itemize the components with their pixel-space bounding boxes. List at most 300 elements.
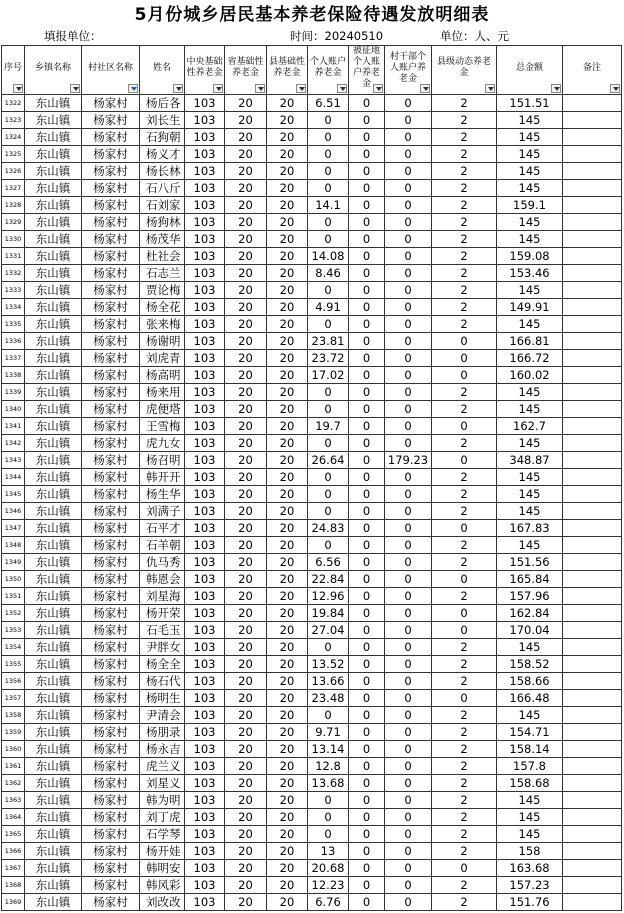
- cell-central[interactable]: 103: [185, 605, 225, 622]
- cell-province[interactable]: 20: [225, 248, 267, 265]
- cell-dynamic[interactable]: 2: [432, 724, 497, 741]
- cell-land[interactable]: 0: [349, 214, 385, 231]
- cell-name[interactable]: 杨谢明: [140, 333, 185, 350]
- cell-province[interactable]: 20: [225, 571, 267, 588]
- cell-village[interactable]: 杨家村: [82, 486, 140, 503]
- cell-dynamic[interactable]: 0: [432, 350, 497, 367]
- cell-name[interactable]: 韩明安: [140, 860, 185, 877]
- cell-personal[interactable]: 13.14: [308, 741, 349, 758]
- cell-personal[interactable]: 12.96: [308, 588, 349, 605]
- cell-county[interactable]: 20: [267, 503, 308, 520]
- cell-village[interactable]: 杨家村: [82, 860, 140, 877]
- cell-cadre[interactable]: 0: [385, 333, 432, 350]
- cell-land[interactable]: 0: [349, 231, 385, 248]
- cell-cadre[interactable]: 0: [385, 469, 432, 486]
- cell-town[interactable]: 东山镇: [25, 571, 82, 588]
- cell-cadre[interactable]: 0: [385, 826, 432, 843]
- cell-land[interactable]: 0: [349, 401, 385, 418]
- cell-note[interactable]: [563, 690, 622, 707]
- cell-seq[interactable]: 1360: [2, 741, 25, 758]
- cell-province[interactable]: 20: [225, 520, 267, 537]
- cell-dynamic[interactable]: 0: [432, 605, 497, 622]
- cell-village[interactable]: 杨家村: [82, 826, 140, 843]
- cell-central[interactable]: 103: [185, 452, 225, 469]
- cell-land[interactable]: 0: [349, 622, 385, 639]
- cell-village[interactable]: 杨家村: [82, 622, 140, 639]
- cell-personal[interactable]: 20.68: [308, 860, 349, 877]
- cell-note[interactable]: [563, 333, 622, 350]
- cell-total[interactable]: 167.83: [497, 520, 563, 537]
- cell-total[interactable]: 151.76: [497, 894, 563, 911]
- cell-seq[interactable]: 1365: [2, 826, 25, 843]
- cell-province[interactable]: 20: [225, 486, 267, 503]
- cell-cadre[interactable]: 0: [385, 282, 432, 299]
- cell-town[interactable]: 东山镇: [25, 112, 82, 129]
- cell-personal[interactable]: 0: [308, 146, 349, 163]
- cell-dynamic[interactable]: 2: [432, 265, 497, 282]
- cell-village[interactable]: 杨家村: [82, 639, 140, 656]
- cell-village[interactable]: 杨家村: [82, 520, 140, 537]
- cell-dynamic[interactable]: 2: [432, 316, 497, 333]
- cell-province[interactable]: 20: [225, 163, 267, 180]
- cell-seq[interactable]: 1331: [2, 248, 25, 265]
- cell-total[interactable]: 162.7: [497, 418, 563, 435]
- cell-personal[interactable]: 0: [308, 163, 349, 180]
- cell-county[interactable]: 20: [267, 163, 308, 180]
- cell-name[interactable]: 尹胖女: [140, 639, 185, 656]
- cell-province[interactable]: 20: [225, 503, 267, 520]
- cell-cadre[interactable]: 0: [385, 554, 432, 571]
- cell-central[interactable]: 103: [185, 180, 225, 197]
- cell-total[interactable]: 145: [497, 469, 563, 486]
- cell-province[interactable]: 20: [225, 860, 267, 877]
- cell-land[interactable]: 0: [349, 860, 385, 877]
- cell-personal[interactable]: 13.66: [308, 673, 349, 690]
- cell-seq[interactable]: 1356: [2, 673, 25, 690]
- cell-cadre[interactable]: 0: [385, 367, 432, 384]
- cell-total[interactable]: 145: [497, 146, 563, 163]
- cell-seq[interactable]: 1334: [2, 299, 25, 316]
- cell-total[interactable]: 348.87: [497, 452, 563, 469]
- cell-personal[interactable]: 0: [308, 435, 349, 452]
- cell-total[interactable]: 162.84: [497, 605, 563, 622]
- cell-note[interactable]: [563, 248, 622, 265]
- cell-dynamic[interactable]: 2: [432, 146, 497, 163]
- cell-cadre[interactable]: 0: [385, 129, 432, 146]
- cell-name[interactable]: 杨永吉: [140, 741, 185, 758]
- cell-total[interactable]: 166.72: [497, 350, 563, 367]
- cell-total[interactable]: 158.68: [497, 775, 563, 792]
- cell-cadre[interactable]: 0: [385, 622, 432, 639]
- cell-name[interactable]: 杜社会: [140, 248, 185, 265]
- cell-county[interactable]: 20: [267, 401, 308, 418]
- cell-cadre[interactable]: 0: [385, 146, 432, 163]
- cell-village[interactable]: 杨家村: [82, 537, 140, 554]
- cell-village[interactable]: 杨家村: [82, 877, 140, 894]
- cell-land[interactable]: 0: [349, 197, 385, 214]
- cell-total[interactable]: 151.51: [497, 95, 563, 112]
- cell-dynamic[interactable]: 2: [432, 894, 497, 911]
- cell-province[interactable]: 20: [225, 843, 267, 860]
- cell-note[interactable]: [563, 571, 622, 588]
- cell-note[interactable]: [563, 554, 622, 571]
- cell-seq[interactable]: 1346: [2, 503, 25, 520]
- cell-central[interactable]: 103: [185, 299, 225, 316]
- cell-name[interactable]: 虎兰义: [140, 758, 185, 775]
- cell-land[interactable]: 0: [349, 452, 385, 469]
- cell-town[interactable]: 东山镇: [25, 214, 82, 231]
- cell-village[interactable]: 杨家村: [82, 571, 140, 588]
- cell-total[interactable]: 158.52: [497, 656, 563, 673]
- filter-dropdown-icon[interactable]: [420, 84, 430, 93]
- cell-county[interactable]: 20: [267, 673, 308, 690]
- cell-note[interactable]: [563, 282, 622, 299]
- cell-land[interactable]: 0: [349, 146, 385, 163]
- cell-dynamic[interactable]: 2: [432, 826, 497, 843]
- cell-land[interactable]: 0: [349, 894, 385, 911]
- cell-village[interactable]: 杨家村: [82, 95, 140, 112]
- cell-name[interactable]: 刘星义: [140, 775, 185, 792]
- cell-village[interactable]: 杨家村: [82, 741, 140, 758]
- cell-total[interactable]: 145: [497, 214, 563, 231]
- cell-note[interactable]: [563, 639, 622, 656]
- cell-dynamic[interactable]: 2: [432, 180, 497, 197]
- cell-name[interactable]: 石羊朝: [140, 537, 185, 554]
- cell-personal[interactable]: 19.7: [308, 418, 349, 435]
- cell-dynamic[interactable]: 0: [432, 367, 497, 384]
- cell-personal[interactable]: 6.76: [308, 894, 349, 911]
- cell-total[interactable]: 145: [497, 282, 563, 299]
- cell-town[interactable]: 东山镇: [25, 741, 82, 758]
- cell-note[interactable]: [563, 877, 622, 894]
- cell-central[interactable]: 103: [185, 95, 225, 112]
- cell-village[interactable]: 杨家村: [82, 503, 140, 520]
- cell-seq[interactable]: 1353: [2, 622, 25, 639]
- cell-town[interactable]: 东山镇: [25, 588, 82, 605]
- cell-cadre[interactable]: 0: [385, 792, 432, 809]
- cell-land[interactable]: 0: [349, 520, 385, 537]
- cell-seq[interactable]: 1355: [2, 656, 25, 673]
- cell-cadre[interactable]: 0: [385, 316, 432, 333]
- cell-land[interactable]: 0: [349, 843, 385, 860]
- cell-county[interactable]: 20: [267, 299, 308, 316]
- cell-name[interactable]: 虎便塔: [140, 401, 185, 418]
- cell-total[interactable]: 145: [497, 112, 563, 129]
- cell-note[interactable]: [563, 469, 622, 486]
- cell-dynamic[interactable]: 0: [432, 690, 497, 707]
- cell-province[interactable]: 20: [225, 316, 267, 333]
- cell-central[interactable]: 103: [185, 894, 225, 911]
- cell-seq[interactable]: 1338: [2, 367, 25, 384]
- cell-town[interactable]: 东山镇: [25, 435, 82, 452]
- cell-province[interactable]: 20: [225, 741, 267, 758]
- cell-village[interactable]: 杨家村: [82, 894, 140, 911]
- cell-total[interactable]: 145: [497, 401, 563, 418]
- cell-total[interactable]: 151.56: [497, 554, 563, 571]
- cell-name[interactable]: 杨义才: [140, 146, 185, 163]
- cell-personal[interactable]: 13: [308, 843, 349, 860]
- cell-town[interactable]: 东山镇: [25, 843, 82, 860]
- cell-cadre[interactable]: 0: [385, 673, 432, 690]
- cell-total[interactable]: 145: [497, 384, 563, 401]
- cell-dynamic[interactable]: 2: [432, 877, 497, 894]
- cell-note[interactable]: [563, 775, 622, 792]
- cell-land[interactable]: 0: [349, 129, 385, 146]
- cell-note[interactable]: [563, 809, 622, 826]
- cell-central[interactable]: 103: [185, 775, 225, 792]
- cell-total[interactable]: 145: [497, 180, 563, 197]
- cell-village[interactable]: 杨家村: [82, 588, 140, 605]
- cell-town[interactable]: 东山镇: [25, 707, 82, 724]
- cell-province[interactable]: 20: [225, 588, 267, 605]
- cell-province[interactable]: 20: [225, 384, 267, 401]
- cell-dynamic[interactable]: 2: [432, 843, 497, 860]
- cell-personal[interactable]: 0: [308, 809, 349, 826]
- cell-land[interactable]: 0: [349, 384, 385, 401]
- cell-personal[interactable]: 0: [308, 384, 349, 401]
- cell-town[interactable]: 东山镇: [25, 384, 82, 401]
- cell-note[interactable]: [563, 401, 622, 418]
- cell-province[interactable]: 20: [225, 282, 267, 299]
- filter-dropdown-icon[interactable]: [551, 84, 561, 93]
- cell-seq[interactable]: 1364: [2, 809, 25, 826]
- cell-total[interactable]: 145: [497, 316, 563, 333]
- cell-central[interactable]: 103: [185, 860, 225, 877]
- cell-town[interactable]: 东山镇: [25, 401, 82, 418]
- filter-dropdown-icon[interactable]: [296, 84, 306, 93]
- cell-village[interactable]: 杨家村: [82, 843, 140, 860]
- cell-central[interactable]: 103: [185, 367, 225, 384]
- cell-personal[interactable]: 0: [308, 112, 349, 129]
- cell-province[interactable]: 20: [225, 435, 267, 452]
- cell-personal[interactable]: 9.71: [308, 724, 349, 741]
- cell-dynamic[interactable]: 2: [432, 95, 497, 112]
- cell-central[interactable]: 103: [185, 520, 225, 537]
- cell-personal[interactable]: 6.51: [308, 95, 349, 112]
- cell-note[interactable]: [563, 95, 622, 112]
- cell-central[interactable]: 103: [185, 503, 225, 520]
- cell-dynamic[interactable]: 2: [432, 673, 497, 690]
- cell-village[interactable]: 杨家村: [82, 792, 140, 809]
- cell-total[interactable]: 157.96: [497, 588, 563, 605]
- cell-central[interactable]: 103: [185, 163, 225, 180]
- cell-land[interactable]: 0: [349, 554, 385, 571]
- cell-total[interactable]: 158.66: [497, 673, 563, 690]
- cell-village[interactable]: 杨家村: [82, 809, 140, 826]
- cell-name[interactable]: 刘丁虎: [140, 809, 185, 826]
- cell-dynamic[interactable]: 2: [432, 401, 497, 418]
- cell-note[interactable]: [563, 129, 622, 146]
- cell-province[interactable]: 20: [225, 401, 267, 418]
- cell-name[interactable]: 杨来用: [140, 384, 185, 401]
- cell-town[interactable]: 东山镇: [25, 248, 82, 265]
- cell-county[interactable]: 20: [267, 605, 308, 622]
- cell-province[interactable]: 20: [225, 639, 267, 656]
- cell-name[interactable]: 杨开娃: [140, 843, 185, 860]
- cell-province[interactable]: 20: [225, 809, 267, 826]
- cell-total[interactable]: 160.02: [497, 367, 563, 384]
- cell-note[interactable]: [563, 435, 622, 452]
- cell-dynamic[interactable]: 2: [432, 112, 497, 129]
- cell-seq[interactable]: 1344: [2, 469, 25, 486]
- cell-personal[interactable]: 0: [308, 231, 349, 248]
- filter-dropdown-icon[interactable]: [173, 84, 183, 93]
- cell-note[interactable]: [563, 622, 622, 639]
- cell-total[interactable]: 157.23: [497, 877, 563, 894]
- cell-personal[interactable]: 0: [308, 282, 349, 299]
- cell-land[interactable]: 0: [349, 826, 385, 843]
- cell-note[interactable]: [563, 588, 622, 605]
- cell-land[interactable]: 0: [349, 299, 385, 316]
- cell-county[interactable]: 20: [267, 214, 308, 231]
- cell-central[interactable]: 103: [185, 435, 225, 452]
- cell-town[interactable]: 东山镇: [25, 775, 82, 792]
- cell-note[interactable]: [563, 418, 622, 435]
- cell-town[interactable]: 东山镇: [25, 452, 82, 469]
- cell-county[interactable]: 20: [267, 877, 308, 894]
- cell-note[interactable]: [563, 792, 622, 809]
- cell-personal[interactable]: 6.56: [308, 554, 349, 571]
- cell-county[interactable]: 20: [267, 265, 308, 282]
- cell-central[interactable]: 103: [185, 384, 225, 401]
- cell-name[interactable]: 韩开开: [140, 469, 185, 486]
- cell-dynamic[interactable]: 2: [432, 775, 497, 792]
- cell-village[interactable]: 杨家村: [82, 146, 140, 163]
- cell-land[interactable]: 0: [349, 792, 385, 809]
- cell-land[interactable]: 0: [349, 112, 385, 129]
- cell-village[interactable]: 杨家村: [82, 401, 140, 418]
- cell-dynamic[interactable]: 2: [432, 384, 497, 401]
- cell-county[interactable]: 20: [267, 469, 308, 486]
- cell-central[interactable]: 103: [185, 486, 225, 503]
- cell-village[interactable]: 杨家村: [82, 265, 140, 282]
- cell-province[interactable]: 20: [225, 333, 267, 350]
- cell-note[interactable]: [563, 112, 622, 129]
- cell-name[interactable]: 杨全全: [140, 656, 185, 673]
- cell-central[interactable]: 103: [185, 877, 225, 894]
- cell-land[interactable]: 0: [349, 486, 385, 503]
- cell-dynamic[interactable]: 2: [432, 554, 497, 571]
- cell-county[interactable]: 20: [267, 758, 308, 775]
- cell-total[interactable]: 163.68: [497, 860, 563, 877]
- cell-central[interactable]: 103: [185, 231, 225, 248]
- cell-note[interactable]: [563, 520, 622, 537]
- cell-central[interactable]: 103: [185, 639, 225, 656]
- cell-central[interactable]: 103: [185, 146, 225, 163]
- cell-province[interactable]: 20: [225, 758, 267, 775]
- cell-province[interactable]: 20: [225, 299, 267, 316]
- cell-county[interactable]: 20: [267, 707, 308, 724]
- cell-dynamic[interactable]: 2: [432, 231, 497, 248]
- cell-central[interactable]: 103: [185, 690, 225, 707]
- filter-dropdown-icon[interactable]: [213, 84, 223, 93]
- cell-name[interactable]: 石毛玉: [140, 622, 185, 639]
- cell-land[interactable]: 0: [349, 724, 385, 741]
- cell-seq[interactable]: 1325: [2, 146, 25, 163]
- cell-cadre[interactable]: 0: [385, 639, 432, 656]
- cell-cadre[interactable]: 0: [385, 384, 432, 401]
- cell-total[interactable]: 145: [497, 435, 563, 452]
- cell-town[interactable]: 东山镇: [25, 469, 82, 486]
- cell-village[interactable]: 杨家村: [82, 214, 140, 231]
- cell-seq[interactable]: 1340: [2, 401, 25, 418]
- cell-province[interactable]: 20: [225, 231, 267, 248]
- cell-name[interactable]: 石平才: [140, 520, 185, 537]
- cell-dynamic[interactable]: 2: [432, 537, 497, 554]
- cell-central[interactable]: 103: [185, 350, 225, 367]
- cell-county[interactable]: 20: [267, 248, 308, 265]
- cell-central[interactable]: 103: [185, 707, 225, 724]
- cell-central[interactable]: 103: [185, 588, 225, 605]
- cell-personal[interactable]: 13.52: [308, 656, 349, 673]
- cell-total[interactable]: 170.04: [497, 622, 563, 639]
- cell-central[interactable]: 103: [185, 622, 225, 639]
- cell-central[interactable]: 103: [185, 418, 225, 435]
- cell-cadre[interactable]: 0: [385, 95, 432, 112]
- cell-province[interactable]: 20: [225, 724, 267, 741]
- cell-total[interactable]: 145: [497, 231, 563, 248]
- cell-note[interactable]: [563, 197, 622, 214]
- cell-personal[interactable]: 0: [308, 180, 349, 197]
- cell-town[interactable]: 东山镇: [25, 809, 82, 826]
- cell-seq[interactable]: 1336: [2, 333, 25, 350]
- cell-cadre[interactable]: 0: [385, 724, 432, 741]
- cell-seq[interactable]: 1362: [2, 775, 25, 792]
- cell-cadre[interactable]: 0: [385, 163, 432, 180]
- cell-personal[interactable]: 0: [308, 639, 349, 656]
- cell-total[interactable]: 145: [497, 639, 563, 656]
- cell-name[interactable]: 杨后各: [140, 95, 185, 112]
- cell-land[interactable]: 0: [349, 775, 385, 792]
- cell-personal[interactable]: 0: [308, 469, 349, 486]
- cell-county[interactable]: 20: [267, 146, 308, 163]
- cell-central[interactable]: 103: [185, 316, 225, 333]
- cell-cadre[interactable]: 0: [385, 571, 432, 588]
- cell-name[interactable]: 虎九女: [140, 435, 185, 452]
- cell-province[interactable]: 20: [225, 826, 267, 843]
- cell-land[interactable]: 0: [349, 877, 385, 894]
- cell-cadre[interactable]: 0: [385, 214, 432, 231]
- cell-land[interactable]: 0: [349, 282, 385, 299]
- cell-village[interactable]: 杨家村: [82, 197, 140, 214]
- cell-total[interactable]: 145: [497, 792, 563, 809]
- cell-note[interactable]: [563, 299, 622, 316]
- cell-central[interactable]: 103: [185, 673, 225, 690]
- cell-village[interactable]: 杨家村: [82, 605, 140, 622]
- cell-total[interactable]: 158: [497, 843, 563, 860]
- cell-personal[interactable]: 0: [308, 486, 349, 503]
- cell-province[interactable]: 20: [225, 894, 267, 911]
- cell-seq[interactable]: 1368: [2, 877, 25, 894]
- cell-total[interactable]: 154.71: [497, 724, 563, 741]
- cell-total[interactable]: 149.91: [497, 299, 563, 316]
- cell-town[interactable]: 东山镇: [25, 146, 82, 163]
- cell-county[interactable]: 20: [267, 537, 308, 554]
- cell-county[interactable]: 20: [267, 571, 308, 588]
- cell-town[interactable]: 东山镇: [25, 537, 82, 554]
- cell-seq[interactable]: 1347: [2, 520, 25, 537]
- cell-name[interactable]: 石刘家: [140, 197, 185, 214]
- cell-county[interactable]: 20: [267, 724, 308, 741]
- cell-town[interactable]: 东山镇: [25, 367, 82, 384]
- cell-cadre[interactable]: 0: [385, 435, 432, 452]
- cell-central[interactable]: 103: [185, 282, 225, 299]
- cell-personal[interactable]: 4.91: [308, 299, 349, 316]
- cell-village[interactable]: 杨家村: [82, 231, 140, 248]
- cell-province[interactable]: 20: [225, 452, 267, 469]
- cell-cadre[interactable]: 0: [385, 588, 432, 605]
- cell-town[interactable]: 东山镇: [25, 503, 82, 520]
